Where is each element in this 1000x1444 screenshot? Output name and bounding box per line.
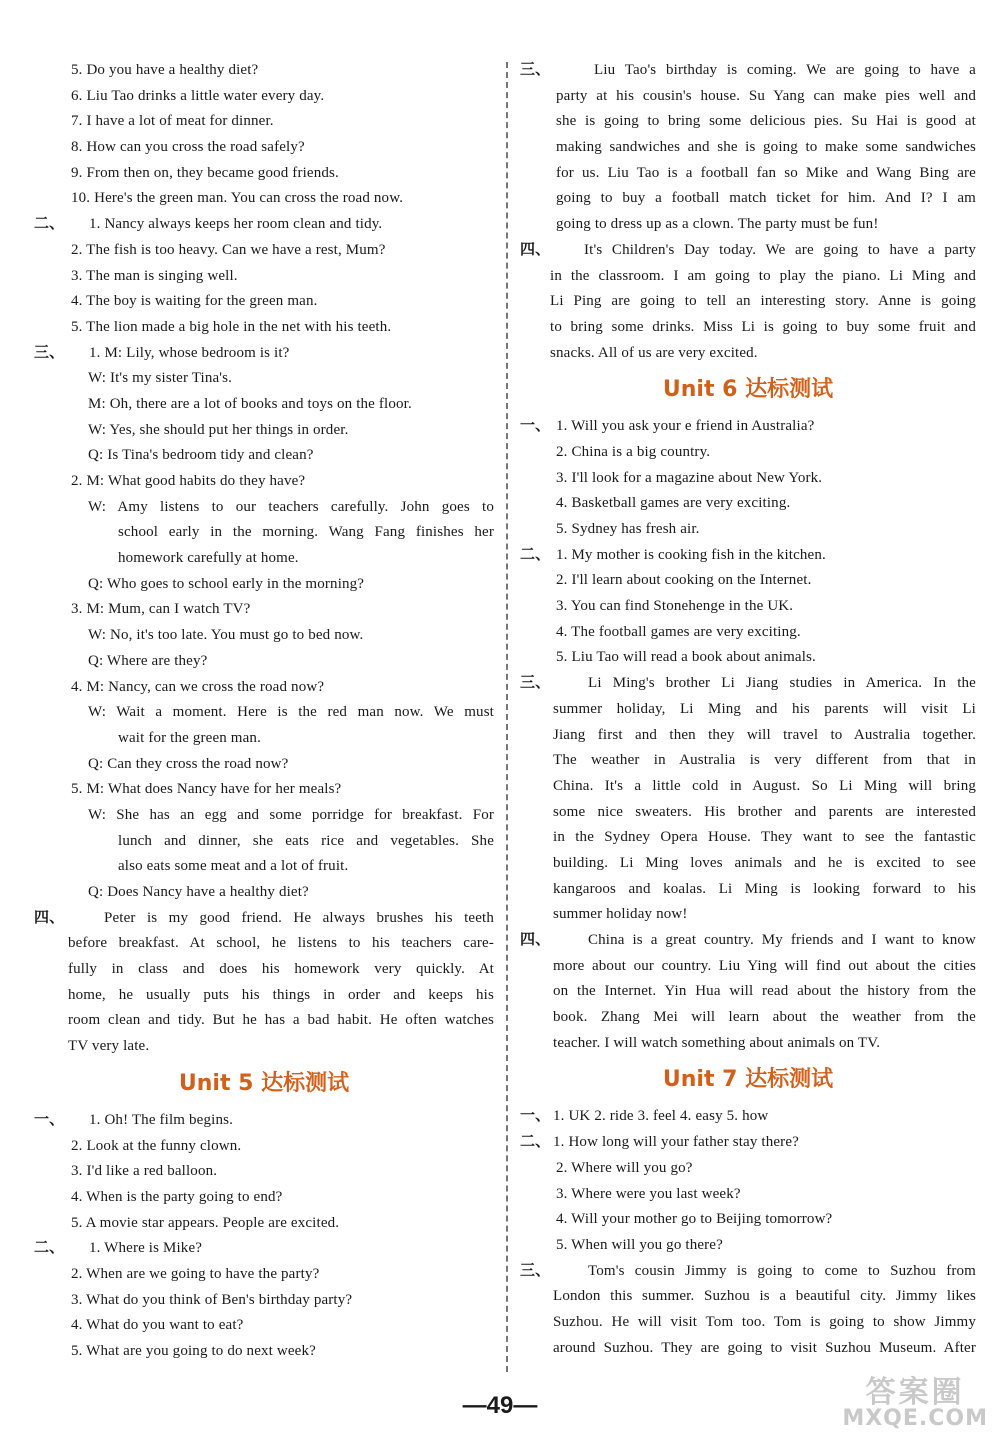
section-marker: 三、: [520, 675, 551, 692]
text-line: [34, 212, 494, 238]
text-line: [34, 1262, 494, 1288]
line-text: 2. The fish is too heavy. Can we have a rest, Mum?: [71, 241, 386, 258]
text-line: [520, 1233, 976, 1259]
line-text: book. Zhang Mei will learn about the weather from the: [553, 1009, 976, 1026]
text-line: [520, 1104, 976, 1130]
text-line: [34, 1134, 494, 1160]
line-text: some nice sweaters. His brother and parents are interested: [553, 803, 976, 820]
unit-heading: Unit 6 达标测试: [662, 377, 834, 403]
text-line: [520, 135, 976, 161]
text-line: [34, 880, 494, 906]
text-line: [520, 1005, 976, 1031]
line-text: W: It's my sister Tina's.: [88, 370, 233, 387]
line-text: 4. The boy is waiting for the green man.: [71, 293, 318, 310]
line-text: party at his cousin's house. Su Yang can make pies well and: [556, 87, 976, 104]
line-text: teacher. I will watch something about animals on TV.: [553, 1034, 881, 1051]
text-line: [34, 443, 494, 469]
section-marker: 一、: [34, 1111, 65, 1128]
line-text: 4. What do you want to eat?: [71, 1317, 244, 1334]
text-line: [34, 161, 494, 187]
line-text: 5. A movie star appears. People are excited.: [71, 1214, 340, 1231]
line-text: more about our country. Liu Ying will find out about the cities: [553, 957, 976, 974]
text-line: [520, 748, 976, 774]
line-text: Jiang first and then they will travel to Australia together.: [553, 726, 976, 743]
line-text: 2. When are we going to have the party?: [71, 1265, 320, 1282]
text-line: [34, 520, 494, 546]
line-text: 1. Where is Mike?: [89, 1240, 203, 1257]
text-line: [34, 1008, 494, 1034]
line-text: 3. M: Mum, can I watch TV?: [71, 601, 251, 618]
line-text: on the Internet. Yin Hua will read about the history from the: [553, 983, 976, 1000]
line-text: 3. What do you think of Ben's birthday party?: [71, 1291, 353, 1308]
text-line: [34, 829, 494, 855]
line-text: 3. The man is singing well.: [71, 267, 238, 284]
text-line: [520, 979, 976, 1005]
text-line: [34, 803, 494, 829]
text-line: [34, 469, 494, 495]
line-text: 1. Nancy always keeps her room clean and tidy.: [89, 216, 383, 233]
text-line: [34, 572, 494, 598]
text-line: [520, 954, 976, 980]
line-text: going to buy a football match ticket for him. And I? I am: [556, 190, 976, 207]
section-marker: 三、: [34, 344, 65, 361]
text-line: [34, 854, 494, 880]
section-marker: 四、: [520, 241, 551, 258]
text-line: [520, 1336, 976, 1362]
section-marker: 三、: [520, 1262, 551, 1279]
line-text: 4. Basketball games are very exciting.: [556, 495, 791, 512]
text-line: [520, 902, 976, 928]
unit-heading: Unit 5 达标测试: [178, 1070, 350, 1096]
text-line: [34, 495, 494, 521]
line-text: 5. Do you have a healthy diet?: [71, 62, 259, 78]
text-line: [34, 238, 494, 264]
text-line: [520, 1182, 976, 1208]
section-marker: 二、: [34, 216, 65, 233]
text-line: [520, 1156, 976, 1182]
line-text: The weather in Australia is very different from that in: [553, 752, 976, 769]
line-text: 8. How can you cross the road safely?: [71, 139, 305, 156]
text-line: [520, 186, 976, 212]
text-line: [34, 1034, 494, 1060]
text-line: [34, 264, 494, 290]
line-text: making sandwiches and she is going to make some sandwiches: [556, 139, 976, 156]
right-column: [520, 58, 976, 1361]
text-line: [34, 957, 494, 983]
text-line: [520, 620, 976, 646]
column-divider: [506, 62, 508, 1372]
line-text: 7. I have a lot of meat for dinner.: [71, 113, 274, 130]
watermark-text: 答案圈: [865, 1375, 965, 1410]
line-text: 2. China is a big country.: [556, 443, 711, 460]
line-text: kangaroos and koalas. Li Ming is looking forward to his: [553, 880, 976, 897]
line-text: 4. M: Nancy, can we cross the road now?: [71, 678, 325, 695]
text-line: [520, 697, 976, 723]
text-line: [520, 800, 976, 826]
text-line: [34, 186, 494, 212]
text-line: [520, 161, 976, 187]
line-text: lunch and dinner, she eats rice and vegetables. She: [118, 832, 494, 849]
line-text: 5. The lion made a big hole in the net with his teeth.: [71, 318, 392, 335]
line-text: wait for the green man.: [118, 729, 261, 746]
text-line: [520, 289, 976, 315]
text-line: [34, 906, 494, 932]
text-line: [520, 84, 976, 110]
page-number: —49—: [462, 1392, 538, 1419]
line-text: in the classroom. I am going to play the piano. Li Ming and: [550, 267, 976, 284]
line-text: M: Oh, there are a lot of books and toys on the floor.: [88, 395, 412, 412]
text-line: [520, 109, 976, 135]
text-line: [520, 212, 976, 238]
text-line: [520, 594, 976, 620]
line-text: Q: Where are they?: [88, 652, 208, 669]
line-text: Q: Is Tina's bedroom tidy and clean?: [88, 447, 314, 464]
text-line: [520, 264, 976, 290]
line-text: 3. Where were you last week?: [556, 1185, 741, 1202]
line-text: 4. Will your mother go to Beijing tomorrow?: [556, 1211, 833, 1228]
text-line: [34, 623, 494, 649]
line-text: homework carefully at home.: [118, 550, 299, 567]
line-text: TV very late.: [68, 1038, 150, 1055]
text-line: [520, 825, 976, 851]
line-text: 1. M: Lily, whose bedroom is it?: [89, 344, 290, 361]
text-line: [520, 1284, 976, 1310]
text-line: [34, 1185, 494, 1211]
line-text: Q: Can they cross the road now?: [88, 755, 289, 772]
text-line: [520, 1259, 976, 1285]
line-text: 4. When is the party going to end?: [71, 1188, 283, 1205]
line-text: 1. Will you ask your e friend in Australia?: [556, 418, 815, 435]
text-line: [520, 723, 976, 749]
text-line: [520, 238, 976, 264]
text-line: [34, 546, 494, 572]
line-text: 1. UK 2. ride 3. feel 4. easy 5. how: [553, 1108, 769, 1125]
line-text: for us. Liu Tao is a football fan so Mike and Wang Bing are: [556, 164, 976, 181]
text-line: [520, 568, 976, 594]
text-line: [34, 84, 494, 110]
line-text: 3. I'd like a red balloon.: [71, 1163, 218, 1180]
text-line: [34, 315, 494, 341]
section-marker: 一、: [520, 1108, 551, 1125]
line-text: 5. Sydney has fresh air.: [556, 521, 700, 537]
text-line: [34, 983, 494, 1009]
text-line: [520, 414, 976, 440]
section-marker: 四、: [34, 909, 65, 926]
line-text: snacks. All of us are very excited.: [550, 344, 758, 361]
text-line: [520, 315, 976, 341]
line-text: 5. What are you going to do next week?: [71, 1343, 316, 1359]
text-line: [34, 1159, 494, 1185]
line-text: 6. Liu Tao drinks a little water every day.: [71, 87, 325, 104]
line-text: Liu Tao's birthday is coming. We are going to have a: [594, 62, 976, 78]
line-text: W: Amy listens to our teachers carefully. John goes to: [88, 498, 494, 515]
text-line: [34, 1339, 494, 1365]
text-line: [520, 543, 976, 569]
text-line: [34, 58, 494, 84]
line-text: school early in the morning. Wang Fang finishes her: [118, 524, 494, 541]
line-text: she is going to bring some delicious pies. Su Hai is good at: [556, 113, 976, 130]
line-text: W: Wait a moment. Here is the red man now. We must: [88, 704, 494, 721]
text-line: [520, 1207, 976, 1233]
text-line: [34, 392, 494, 418]
line-text: China is a great country. My friends and I want to know: [588, 932, 976, 948]
line-text: to bring some drinks. Miss Li is going to buy some fruit and: [550, 318, 976, 335]
line-text: China. It's a little cold in August. So Li Ming will bring: [553, 777, 976, 794]
line-text: summer holiday now!: [553, 906, 688, 923]
line-text: W: She has an egg and some porridge for breakfast. For: [88, 806, 494, 823]
line-text: 9. From then on, they became good friends.: [71, 164, 339, 181]
text-line: [520, 1130, 976, 1156]
section-marker: 四、: [520, 932, 551, 948]
line-text: Q: Who goes to school early in the morning?: [88, 575, 365, 592]
text-line: [520, 851, 976, 877]
left-column: [34, 58, 494, 1365]
line-text: home, he usually puts his things in order and keeps his: [68, 986, 494, 1003]
line-text: 3. You can find Stonehenge in the UK.: [556, 598, 794, 615]
line-text: W: No, it's too late. You must go to bed now.: [88, 627, 364, 644]
line-text: 5. M: What does Nancy have for her meals?: [71, 781, 342, 798]
line-text: Suzhou. He will visit Tom too. Tom is going to show Jimmy: [553, 1313, 976, 1330]
line-text: in the Sydney Opera House. They want to see the fantastic: [553, 829, 976, 846]
line-text: W: Yes, she should put her things in order.: [88, 421, 349, 438]
text-line: [520, 440, 976, 466]
watermark-logo: [842, 1375, 988, 1431]
line-text: Peter is my good friend. He always brushes his teeth: [104, 909, 494, 926]
text-line: [34, 752, 494, 778]
line-text: room clean and tidy. But he has a bad habit. He often watches: [68, 1012, 494, 1029]
text-line: [34, 777, 494, 803]
text-line: [34, 341, 494, 367]
text-line: [34, 1313, 494, 1339]
text-line: [34, 366, 494, 392]
section-marker: 一、: [520, 418, 551, 435]
text-line: [34, 726, 494, 752]
line-text: 2. M: What good habits do they have?: [71, 473, 306, 489]
line-text: also eats some meat and a lot of fruit.: [118, 858, 349, 875]
text-line: [520, 341, 976, 367]
line-text: fully in class and does his homework very quickly. At: [68, 961, 494, 978]
section-marker: 二、: [520, 546, 551, 563]
line-text: 5. When will you go there?: [556, 1236, 723, 1253]
text-line: [34, 109, 494, 135]
line-text: 10. Here's the green man. You can cross the road now.: [71, 190, 404, 207]
line-text: 1. My mother is cooking fish in the kitchen.: [556, 546, 826, 563]
line-text: going to dress up as a clown. The party must be fun!: [556, 216, 879, 233]
text-line: [34, 1108, 494, 1134]
section-marker: 二、: [34, 1240, 65, 1257]
line-text: Tom's cousin Jimmy is going to come to Suzhou from: [588, 1262, 976, 1279]
line-text: It's Children's Day today. We are going to have a party: [584, 241, 976, 258]
text-line: [520, 645, 976, 671]
line-text: 3. I'll look for a magazine about New York.: [556, 469, 823, 486]
text-line: [520, 1310, 976, 1336]
line-text: summer holiday, Li Ming and his parents will visit Li: [553, 700, 976, 717]
text-line: [34, 700, 494, 726]
text-line: [34, 675, 494, 701]
text-line: [34, 597, 494, 623]
line-text: 2. I'll learn about cooking on the Internet.: [556, 572, 812, 589]
text-line: [520, 491, 976, 517]
line-text: Q: Does Nancy have a healthy diet?: [88, 884, 309, 900]
text-line: [34, 289, 494, 315]
text-line: [34, 1236, 494, 1262]
text-line: [520, 774, 976, 800]
text-line: [520, 466, 976, 492]
line-text: 4. The football games are very exciting.: [556, 623, 801, 640]
line-text: around Suzhou. They are going to visit Suzhou Museum. After: [553, 1339, 976, 1356]
text-line: [34, 931, 494, 957]
text-line: [520, 58, 976, 84]
text-line: [34, 1211, 494, 1237]
text-line: [34, 135, 494, 161]
line-text: 2. Look at the funny clown.: [71, 1137, 242, 1154]
text-line: [520, 517, 976, 543]
section-marker: 二、: [520, 1134, 551, 1151]
line-text: 1. Oh! The film begins.: [89, 1111, 233, 1128]
text-line: [34, 1288, 494, 1314]
line-text: before breakfast. At school, he listens to his teachers care-: [68, 935, 494, 952]
line-text: building. Li Ming loves animals and he is excited to see: [553, 854, 976, 871]
line-text: 5. Liu Tao will read a book about animals.: [556, 649, 816, 666]
line-text: Li Ming's brother Li Jiang studies in America. In the: [588, 675, 976, 692]
line-text: London this summer. Suzhou is a beautiful city. Jimmy likes: [553, 1288, 976, 1305]
text-line: [520, 928, 976, 954]
watermark-url: MXQE.COM: [842, 1406, 988, 1431]
text-line: [520, 877, 976, 903]
line-text: 1. How long will your father stay there?: [553, 1134, 799, 1151]
text-line: [520, 1031, 976, 1057]
text-line: [34, 418, 494, 444]
line-text: Li Ping are going to tell an interesting story. Anne is going: [550, 293, 976, 310]
line-text: 2. Where will you go?: [556, 1159, 693, 1176]
text-line: [520, 671, 976, 697]
text-line: [34, 649, 494, 675]
section-marker: 三、: [520, 62, 551, 78]
unit-heading: Unit 7 达标测试: [662, 1067, 834, 1093]
